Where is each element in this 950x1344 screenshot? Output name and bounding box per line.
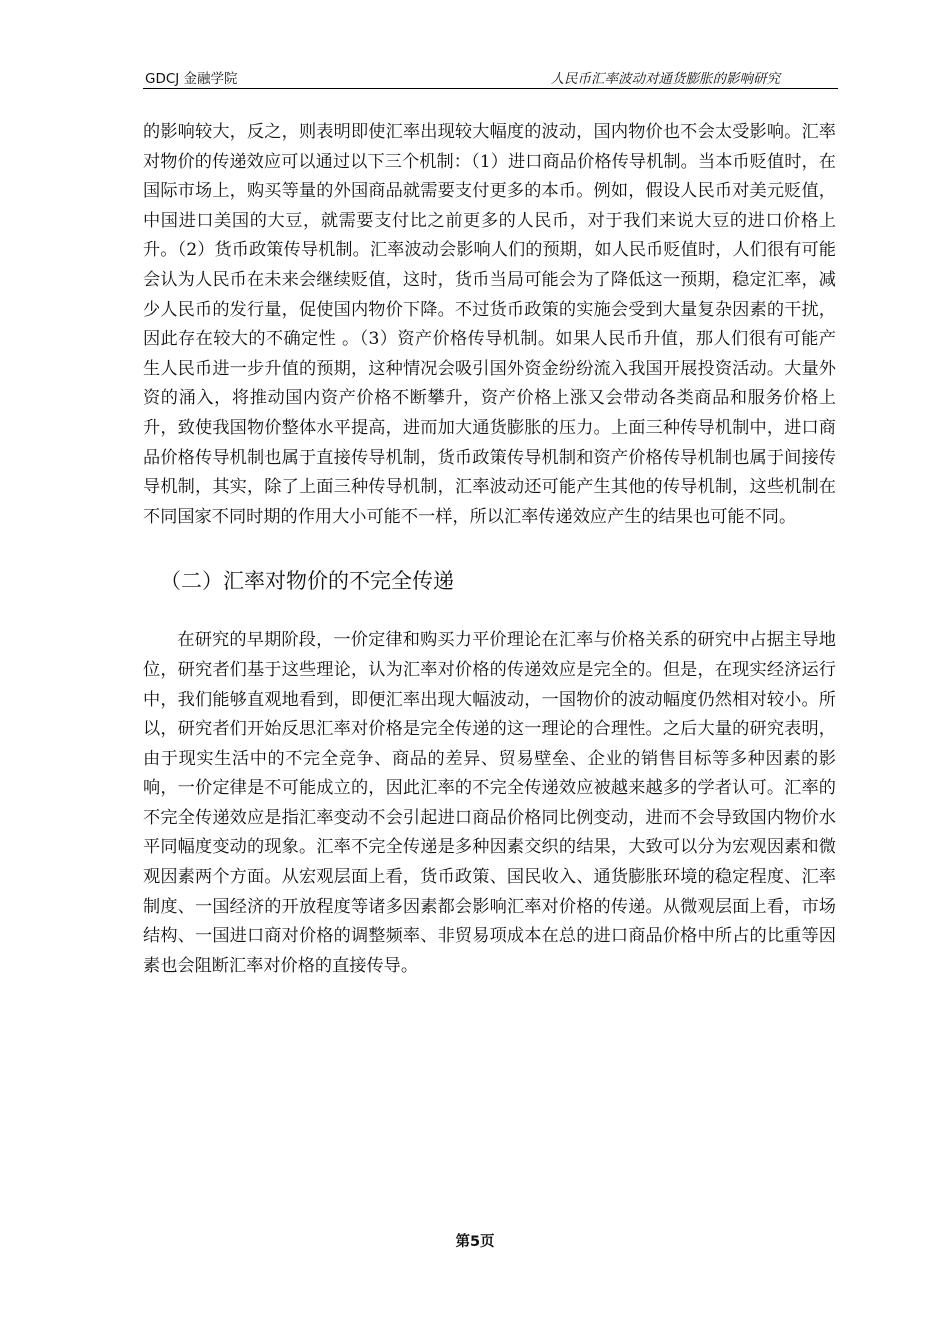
header-institution: GDCJ 金融学院 (145, 71, 238, 87)
page-number: 第5页 (455, 1234, 495, 1250)
paragraph-transmission-mechanisms: 的影响较大，反之，则表明即使汇率出现较大幅度的波动，国内物价也不会太受影响。汇率对物价的传递效应可以通过以下三个机制：（1）进口商品价格传导机制。当本币贬值时，在国际市场上，购买等量的外国商品就需要支付更多的本币。例如，假设人民币对美元贬值，中国进口美国的大豆，就需要支付比之前更多的人民币，对于我们来说大豆的进口价格上升。（2）货币政策传导机制。汇率波动会影响人们的预期，如人民币贬值时，人们很有可能会认为人民币在未来会继续贬值，这时，货币当局可能会为了降低这一预期，稳定汇率，减少人民币的发行量，促使国内物价下降。不过货币政策的实施会受到大量复杂因素的干扰，因此存在较大的不确定性 。（3）资产价格传导机制。如果人民币升值，那人们很有可能产生人民币进一步升值的预期，这种情况会吸引国外资金纷纷流入我国开展投资活动。大量外资的涌入，将推动国内资产价格不断攀升，资产价格上涨又会带动各类商品和服务价格上升，致使我国物价整体水平提高，进而加大通货膨胀的压力。上面三种传导机制中，进口商品价格传导机制也属于直接传导机制，货币政策传导机制和资产价格传导机制也属于间接传导机制，其实，除了上面三种传导机制，汇率波动还可能产生其他的传导机制，这些机制在不同国家不同时期的作用大小可能不一样，所以汇率传递效应产生的结果也可能不同。 (143, 122, 836, 527)
page-body (143, 118, 836, 981)
section-heading: （二）汇率对物价的不完全传递 (160, 569, 454, 594)
page-header (143, 66, 838, 89)
paragraph-incomplete-pass-through: 在研究的早期阶段，一价定律和购买力平价理论在汇率与价格关系的研究中占据主导地位，研究者们基于这些理论，认为汇率对价格的传递效应是完全的。但是，在现实经济运行中，我们能够直观地看到，即便汇率出现大幅波动，一国物价的波动幅度仍然相对较小。所以，研究者们开始反思汇率对价格是完全传递的这一理论的合理性。之后大量的研究表明，由于现实生活中的不完全竞争、商品的差异、贸易壁垒、企业的销售目标等多种因素的影响，一价定律是不可能成立的，因此汇率的不完全传递效应被越来越多的学者认可。汇率的不完全传递效应是指汇率变动不会引起进口商品价格同比例变动，进而不会导致国内物价水平同幅度变动的现象。汇率不完全传递是多种因素交织的结果，大致可以分为宏观因素和微观因素两个方面。从宏观层面上看，货币政策、国民收入、通货膨胀环境的稳定程度、汇率制度、一国经济的开放程度等诸多因素都会影响汇率对价格的传递。从微观层面上看，市场结构、一国进口商对价格的调整频率、非贸易项成本在总的进口商品价格中所占的比重等因素也会阻断汇率对价格的直接传导。 (143, 630, 836, 976)
header-thesis-title: 人民币汇率波动对通货膨胀的影响研究 (550, 71, 780, 87)
